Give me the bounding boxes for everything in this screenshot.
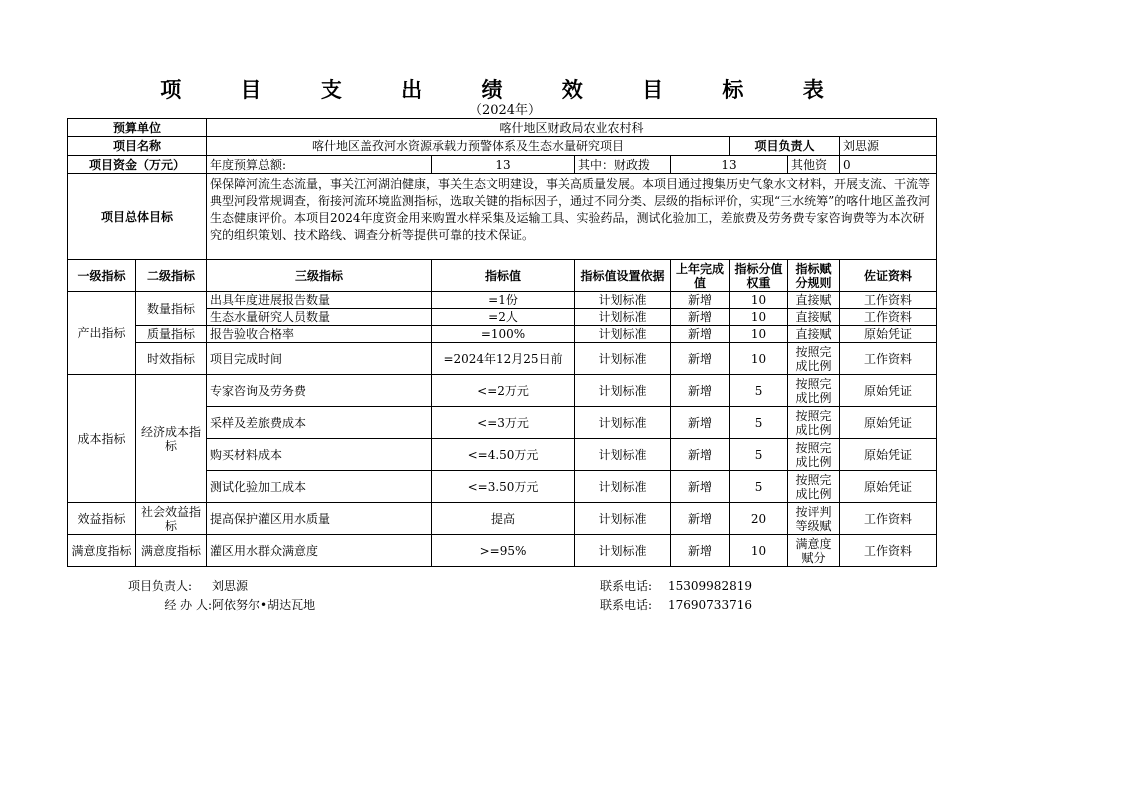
evidence-cell: 原始凭证 — [840, 439, 937, 471]
col-header-basis: 指标值设置依据 — [575, 260, 671, 292]
footer-leader-value: 刘思源 — [212, 579, 249, 593]
funds-label: 项目资金（万元） — [68, 156, 207, 174]
level1-cell: 成本指标 — [68, 375, 136, 503]
prev-cell: 新增 — [671, 343, 730, 375]
annual-budget-label: 年度预算总额: — [207, 156, 432, 174]
footer-leader — [128, 577, 248, 594]
weight-cell: 5 — [730, 375, 788, 407]
level3-cell: 出具年度进展报告数量 — [207, 292, 432, 309]
footer-handler-phone-label: 联系电话: — [600, 598, 653, 612]
basis-cell: 计划标准 — [575, 503, 671, 535]
project-name-row — [68, 137, 937, 156]
rule-cell: 直接赋 — [788, 309, 840, 326]
col-header-l1: 一级指标 — [68, 260, 136, 292]
weight-cell: 10 — [730, 326, 788, 343]
goal-row — [68, 174, 937, 260]
weight-cell: 10 — [730, 535, 788, 567]
goal-label: 项目总体目标 — [68, 174, 207, 260]
project-leader-label: 项目负责人 — [730, 137, 840, 156]
project-name-value: 喀什地区盖孜河水资源承载力预警体系及生态水量研究项目 — [207, 137, 730, 156]
column-header-row — [68, 260, 937, 292]
table-row — [68, 326, 937, 343]
basis-cell: 计划标准 — [575, 375, 671, 407]
col-header-l3: 三级指标 — [207, 260, 432, 292]
level2-cell: 社会效益指标 — [136, 503, 207, 535]
level3-cell: 项目完成时间 — [207, 343, 432, 375]
col-header-evidence: 佐证资料 — [840, 260, 937, 292]
level2-cell: 质量指标 — [136, 326, 207, 343]
level1-cell: 效益指标 — [68, 503, 136, 535]
weight-cell: 10 — [730, 292, 788, 309]
other-funds-value: 0 — [840, 156, 937, 174]
goal-text: 保保障河流生态流量，事关江河湖泊健康，事关生态文明建设，事关高质量发展。本项目通过搜集历史气象水文材料，开展支流、干流等典型河段常规调查，衔接河流环境监测指标，选取关键的指标因子，通过不同分类、层级的指标评价，实现“三水统筹”的喀什地区盖孜河生态健康评价。本项目2024年度资金用来购置水样采集及运输工具、实验药品，测试化验加工，差旅费及劳务费专家咨询费等为本次研究的组织策划、技术路线、调查分析等提供可靠的技术保证。 — [207, 174, 937, 260]
evidence-cell: 原始凭证 — [840, 326, 937, 343]
table-row — [68, 343, 937, 375]
evidence-cell: 工作资料 — [840, 343, 937, 375]
budget-unit-value: 喀什地区财政局农业农村科 — [207, 119, 937, 137]
fiscal-value: 13 — [671, 156, 788, 174]
col-header-rule: 指标赋分规则 — [788, 260, 840, 292]
evidence-cell: 工作资料 — [840, 309, 937, 326]
fiscal-label: 其中：财政拨 — [575, 156, 671, 174]
budget-unit-row — [68, 119, 937, 137]
level2-cell: 经济成本指标 — [136, 375, 207, 503]
weight-cell: 5 — [730, 439, 788, 471]
performance-target-table — [67, 118, 937, 567]
footer-handler-value: 阿依努尔•胡达瓦地 — [212, 598, 316, 612]
indicator-value-cell: <=3.50万元 — [432, 471, 575, 503]
funds-row — [68, 156, 937, 174]
weight-cell: 5 — [730, 407, 788, 439]
prev-cell: 新增 — [671, 439, 730, 471]
rule-cell: 满意度赋分 — [788, 535, 840, 567]
indicator-value-cell: <=4.50万元 — [432, 439, 575, 471]
footer-leader-phone — [600, 577, 752, 594]
weight-cell: 20 — [730, 503, 788, 535]
project-leader-value: 刘思源 — [840, 137, 937, 156]
year-subtitle: （2024年） — [468, 103, 542, 118]
annual-budget-value: 13 — [432, 156, 575, 174]
rule-cell: 按照完成比例 — [788, 471, 840, 503]
basis-cell: 计划标准 — [575, 309, 671, 326]
table-row — [68, 292, 937, 309]
prev-cell: 新增 — [671, 292, 730, 309]
level1-cell: 满意度指标 — [68, 535, 136, 567]
rule-cell: 按照完成比例 — [788, 439, 840, 471]
rule-cell: 按照完成比例 — [788, 375, 840, 407]
level1-cell: 产出指标 — [68, 292, 136, 375]
basis-cell: 计划标准 — [575, 439, 671, 471]
footer-handler-label: 经 办 人: — [164, 598, 212, 612]
evidence-cell: 工作资料 — [840, 503, 937, 535]
indicator-value-cell: >=95% — [432, 535, 575, 567]
indicator-value-cell: =2024年12月25日前 — [432, 343, 575, 375]
prev-cell: 新增 — [671, 326, 730, 343]
rule-cell: 直接赋 — [788, 292, 840, 309]
level2-cell: 数量指标 — [136, 292, 207, 326]
prev-cell: 新增 — [671, 309, 730, 326]
col-header-l2: 二级指标 — [136, 260, 207, 292]
prev-cell: 新增 — [671, 407, 730, 439]
indicator-value-cell: =100% — [432, 326, 575, 343]
col-header-prev: 上年完成值 — [671, 260, 730, 292]
other-funds-label: 其他资 — [788, 156, 840, 174]
level3-cell: 灌区用水群众满意度 — [207, 535, 432, 567]
evidence-cell: 工作资料 — [840, 535, 937, 567]
weight-cell: 10 — [730, 343, 788, 375]
footer-handler — [128, 596, 315, 613]
level2-cell: 时效指标 — [136, 343, 207, 375]
basis-cell: 计划标准 — [575, 535, 671, 567]
level3-cell: 提高保护灌区用水质量 — [207, 503, 432, 535]
level3-cell: 报告验收合格率 — [207, 326, 432, 343]
level3-cell: 生态水量研究人员数量 — [207, 309, 432, 326]
rule-cell: 按照完成比例 — [788, 343, 840, 375]
project-name-label: 项目名称 — [68, 137, 207, 156]
footer-leader-phone-value: 15309982819 — [668, 579, 752, 593]
indicator-value-cell: <=2万元 — [432, 375, 575, 407]
level3-cell: 购买材料成本 — [207, 439, 432, 471]
basis-cell: 计划标准 — [575, 343, 671, 375]
basis-cell: 计划标准 — [575, 471, 671, 503]
weight-cell: 10 — [730, 309, 788, 326]
basis-cell: 计划标准 — [575, 292, 671, 309]
level3-cell: 采样及差旅费成本 — [207, 407, 432, 439]
evidence-cell: 原始凭证 — [840, 375, 937, 407]
prev-cell: 新增 — [671, 503, 730, 535]
weight-cell: 5 — [730, 471, 788, 503]
page-title: 项 目 支 出 绩 效 目 标 表 — [160, 78, 850, 102]
level3-cell: 测试化验加工成本 — [207, 471, 432, 503]
table-row — [68, 375, 937, 407]
evidence-cell: 原始凭证 — [840, 407, 937, 439]
evidence-cell: 原始凭证 — [840, 471, 937, 503]
table-row — [68, 535, 937, 567]
budget-unit-label: 预算单位 — [68, 119, 207, 137]
prev-cell: 新增 — [671, 375, 730, 407]
table-row — [68, 503, 937, 535]
rule-cell: 直接赋 — [788, 326, 840, 343]
basis-cell: 计划标准 — [575, 326, 671, 343]
rule-cell: 按照完成比例 — [788, 407, 840, 439]
evidence-cell: 工作资料 — [840, 292, 937, 309]
level2-cell: 满意度指标 — [136, 535, 207, 567]
footer-leader-phone-label: 联系电话: — [600, 579, 653, 593]
indicator-value-cell: =2人 — [432, 309, 575, 326]
footer-handler-phone-value: 17690733716 — [668, 598, 752, 612]
indicator-value-cell: =1份 — [432, 292, 575, 309]
level3-cell: 专家咨询及劳务费 — [207, 375, 432, 407]
footer-leader-label: 项目负责人: — [128, 579, 193, 593]
col-header-value: 指标值 — [432, 260, 575, 292]
basis-cell: 计划标准 — [575, 407, 671, 439]
indicator-value-cell: <=3万元 — [432, 407, 575, 439]
rule-cell: 按评判等级赋 — [788, 503, 840, 535]
col-header-weight: 指标分值权重 — [730, 260, 788, 292]
prev-cell: 新增 — [671, 535, 730, 567]
footer-handler-phone — [600, 596, 752, 613]
indicator-value-cell: 提高 — [432, 503, 575, 535]
prev-cell: 新增 — [671, 471, 730, 503]
